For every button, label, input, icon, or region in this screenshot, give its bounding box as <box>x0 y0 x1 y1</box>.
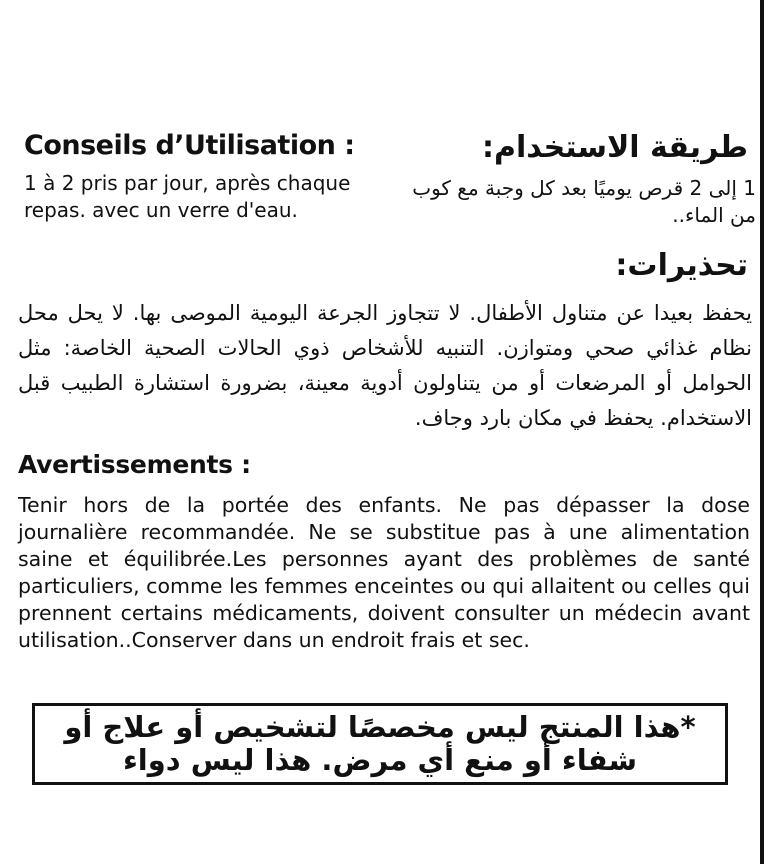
disclaimer-box <box>32 703 728 785</box>
arabic-warnings-text: يحفظ بعيدا عن متناول الأطفال. لا تتجاوز الجرعة اليومية الموصى بها. لا يحل محل نظام غذائي صحي ومتوازن. التنبيه للأشخاص ذوي الحالات الصحية الخاصة: مثل الحوامل أو المرضعات أو من يتناولون أدوية معينة، بضرورة استشارة الطبيب قبل الاستخدام. يحفظ في مكان بارد وجاف. <box>18 301 752 430</box>
french-usage-text: 1 à 2 pris par jour, après chaque repas. avec un verre d'eau. <box>24 171 351 222</box>
arabic-warnings-title: تحذيرات: <box>615 248 748 283</box>
french-usage-title: Conseils d’Utilisation : <box>24 130 355 161</box>
disclaimer-text: *هذا المنتج ليس مخصصًا لتشخيص أو علاج أو شفاء أو منع أي مرض. هذا ليس دواء <box>64 710 696 777</box>
arabic-usage-text: 1 إلى 2 قرص يوميًا بعد كل وجبة مع كوب من الماء.. <box>412 176 756 227</box>
right-edge-rule <box>760 0 764 864</box>
french-warnings-title: Avertissements : <box>18 450 251 479</box>
arabic-usage-title: طريقة الاستخدام: <box>481 130 748 165</box>
french-warnings-text: Tenir hors de la portée des enfants. Ne pas dépasser la dose journalière recommandée. Ne se substitue pas à une alimentation saine et équilibrée.Les personnes ayant des problèmes de santé particuliers, comme les femmes enceintes ou qui allaitent ou celles qui prennent certains médicaments, doivent consulter un médecin avant utilisation..Conserver dans un endroit frais et sec. <box>18 493 750 652</box>
